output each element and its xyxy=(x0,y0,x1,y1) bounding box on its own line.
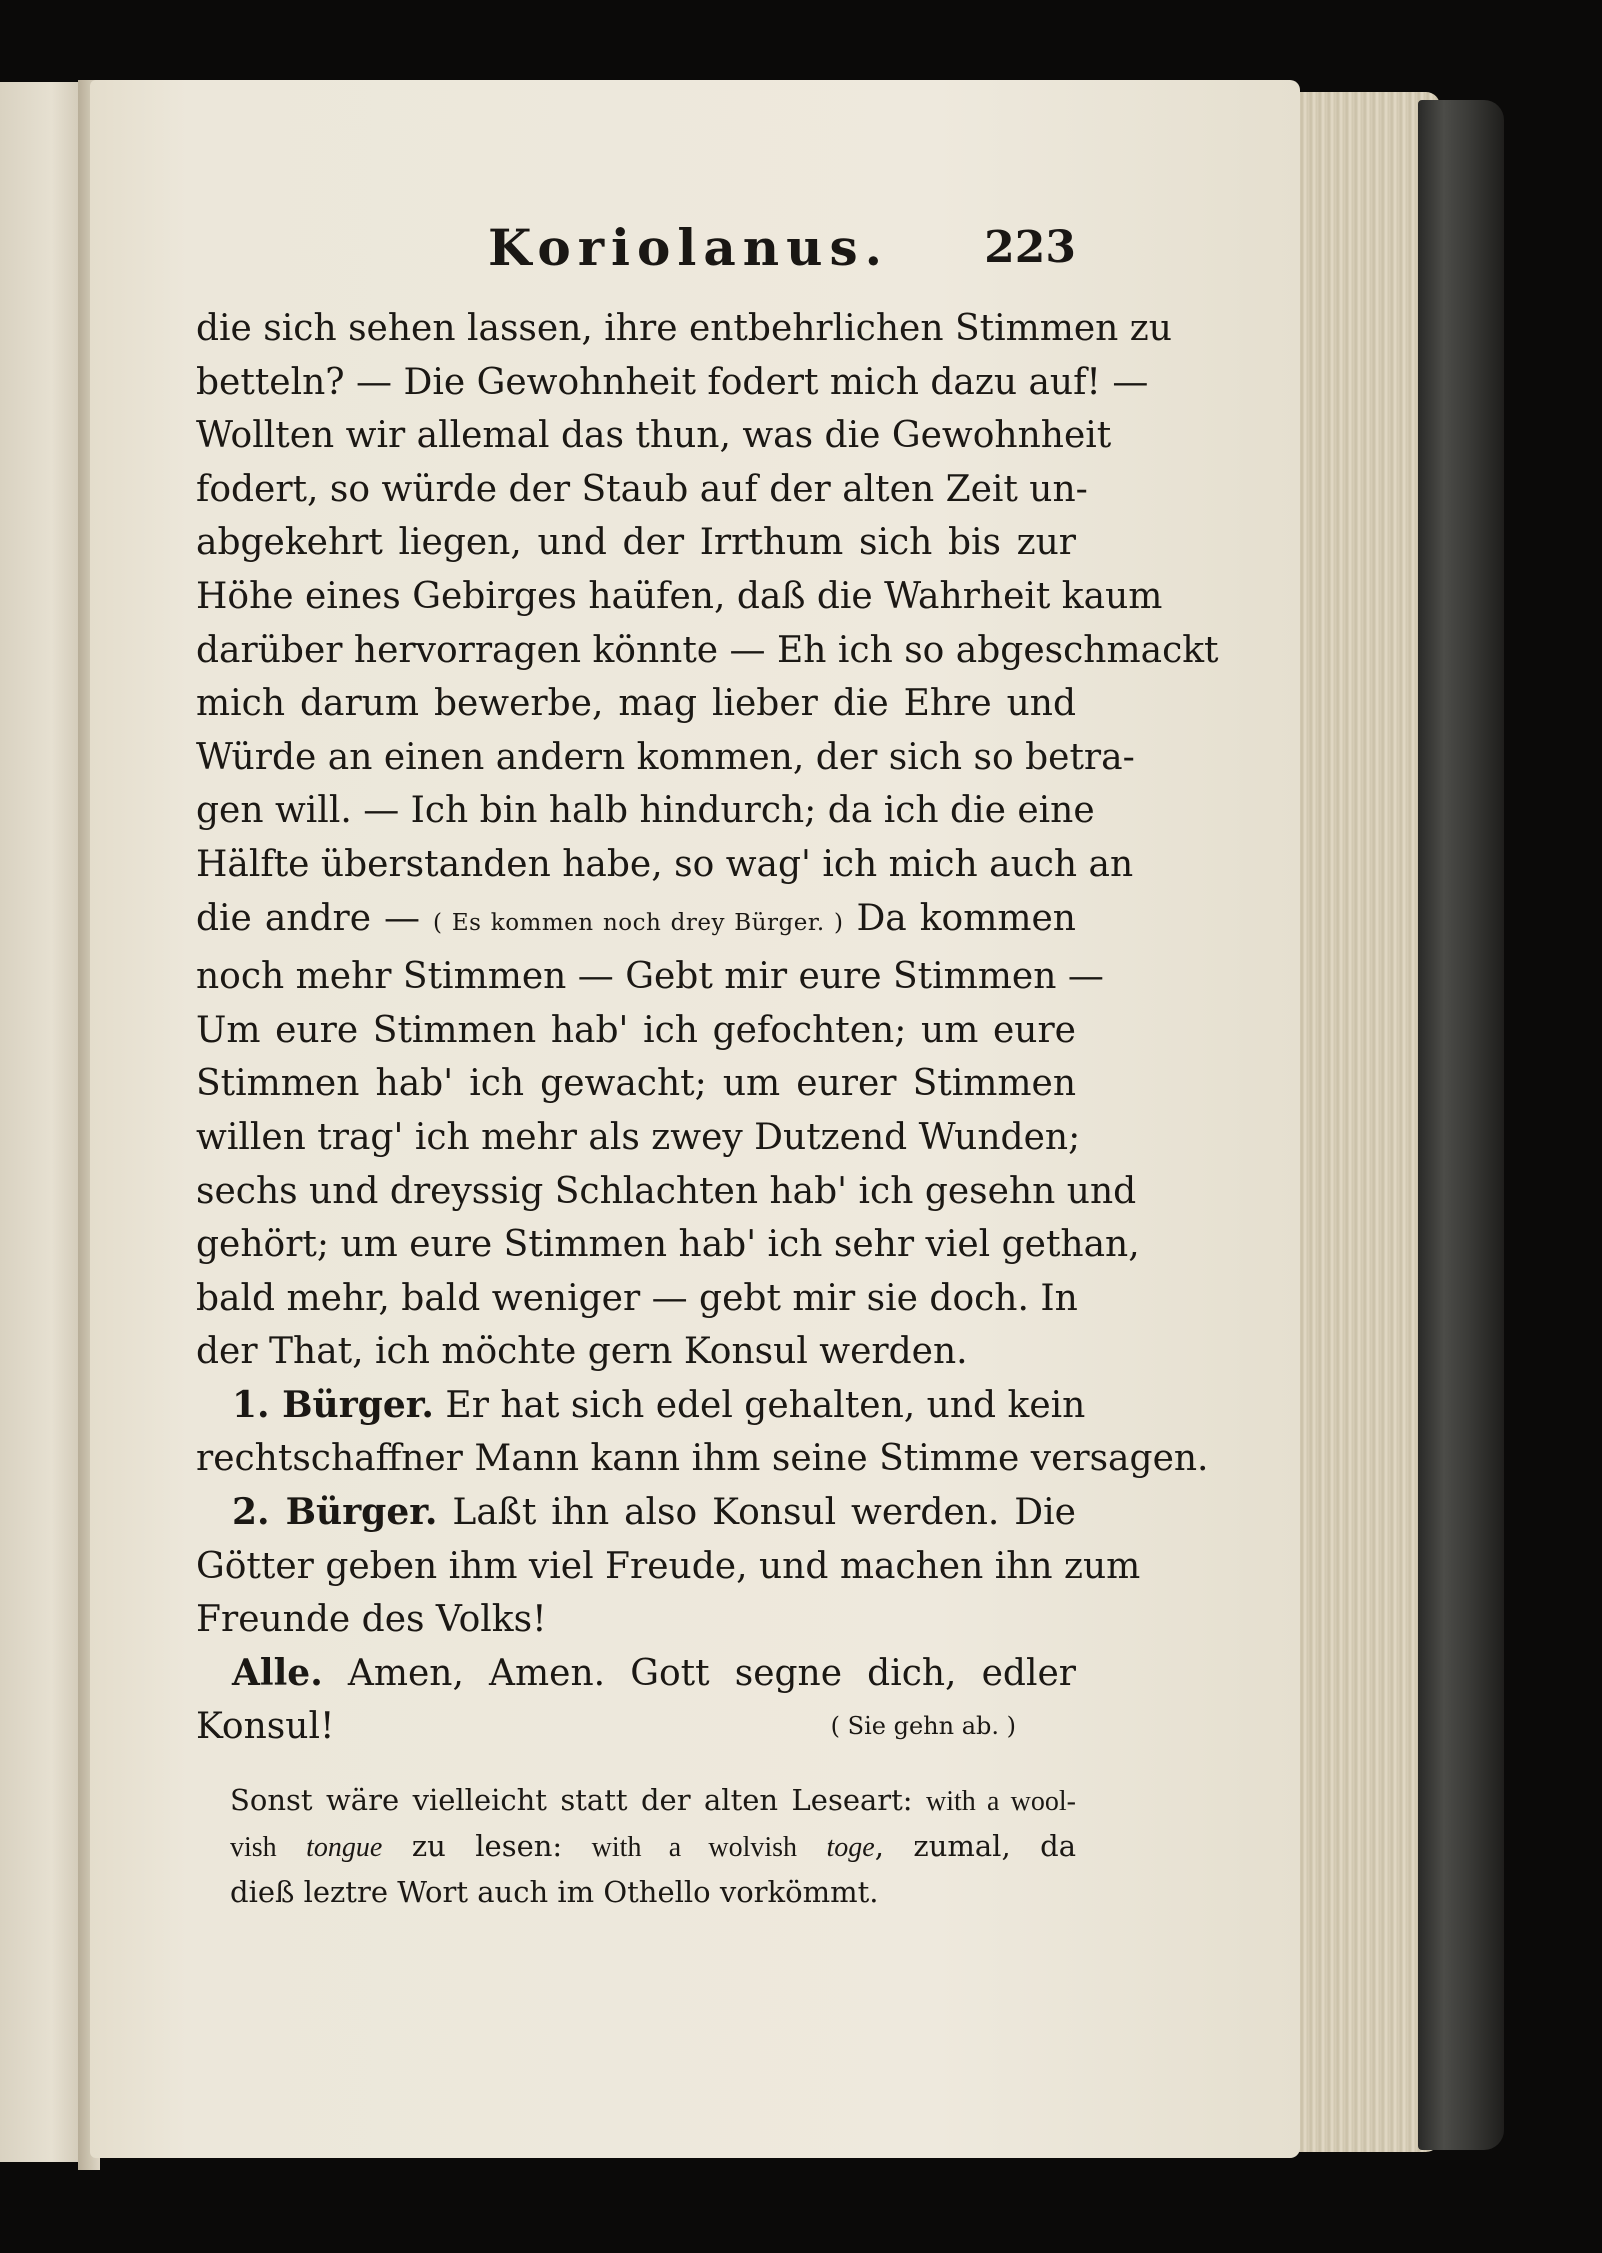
footnote-latin: with a wolvish xyxy=(591,1832,798,1863)
book-cover xyxy=(1418,100,1504,2150)
text-line: Um eure Stimmen hab' ich gefochten; um eure xyxy=(196,1009,1076,1051)
speaker-name: 1. Bürger. xyxy=(232,1383,434,1426)
text-line: Stimmen hab' ich gewacht; um eurer Stimmen xyxy=(196,1063,1076,1105)
speaker-name: Alle. xyxy=(232,1651,323,1694)
speech-line xyxy=(196,1486,1076,1540)
footnote-latin: vish xyxy=(230,1832,277,1863)
text-line: abgekehrt liegen, und der Irrthum sich bis zur xyxy=(196,522,1076,564)
footnote-line: dieß leztre Wort auch im Othello vorkömmt. xyxy=(230,1875,879,1909)
speech-line: Freunde des Volks! xyxy=(196,1599,547,1641)
text-fragment: Da kommen xyxy=(856,897,1076,939)
text-line: Hälfte überstanden habe, so wag' ich mich auch an xyxy=(196,843,1134,885)
text-line: fodert, so würde der Staub auf der alten Zeit un- xyxy=(196,468,1088,510)
footnote-text: Sonst wäre vielleicht statt der alten Leseart: xyxy=(230,1783,913,1817)
text-line: betteln? — Die Gewohnheit fodert mich dazu auf! — xyxy=(196,361,1149,403)
main-text xyxy=(196,302,1219,1754)
speech-text: Amen, Amen. Gott segne dich, edler xyxy=(347,1652,1076,1694)
speech-text: Laßt ihn also Konsul werden. Die xyxy=(452,1492,1076,1534)
page-number: 223 xyxy=(984,222,1076,273)
text-line-with-direction xyxy=(196,892,1076,951)
footnote xyxy=(230,1778,1076,1915)
text-line: der That, ich möchte gern Konsul werden. xyxy=(196,1331,968,1373)
footnote-italic: toge xyxy=(826,1832,875,1863)
footnote-latin: with a wool- xyxy=(926,1786,1077,1817)
footnote-text: , zumal, da xyxy=(874,1829,1076,1863)
footnote-line xyxy=(230,1778,1076,1824)
footnote-line xyxy=(230,1824,1076,1870)
text-line: bald mehr, bald weniger — gebt mir sie doch. In xyxy=(196,1277,1078,1319)
text-line: mich darum bewerbe, mag lieber die Ehre und xyxy=(196,683,1076,725)
text-line: noch mehr Stimmen — Gebt mir eure Stimmen — xyxy=(196,956,1104,998)
stage-direction: ( Sie gehn ab. ) xyxy=(830,1712,1016,1741)
text-line: gen will. — Ich bin halb hindurch; da ich die eine xyxy=(196,790,1095,832)
text-line: Würde an einen andern kommen, der sich so betra- xyxy=(196,736,1135,778)
footnote-text: zu lesen: xyxy=(411,1829,563,1863)
speech-line xyxy=(196,1647,1076,1701)
speech-line xyxy=(196,1379,1086,1433)
stage-direction: ( Es kommen noch drey Bürger. ) xyxy=(433,909,844,936)
text-fragment: die andre — xyxy=(196,897,421,939)
text-line: Wollten wir allemal das thun, was die Gewohnheit xyxy=(196,415,1112,457)
text-line: gehört; um eure Stimmen hab' ich sehr viel gethan, xyxy=(196,1224,1140,1266)
text-line: willen trag' ich mehr als zwey Dutzend Wunden; xyxy=(196,1116,1081,1158)
speech-line: Götter geben ihm viel Freude, und machen ihn zum xyxy=(196,1545,1141,1587)
footnote-italic: tongue xyxy=(306,1832,383,1863)
speech-text: Er hat sich edel gehalten, und kein xyxy=(445,1384,1086,1426)
speaker-name: 2. Bürger. xyxy=(232,1491,438,1534)
text-line: darüber hervorragen könnte — Eh ich so abgeschmackt xyxy=(196,629,1219,671)
page-header xyxy=(196,218,1086,278)
speech-line: rechtschaffner Mann kann ihm seine Stimme versagen. xyxy=(196,1438,1209,1480)
text-line: die sich sehen lassen, ihre entbehrlichen Stimmen zu xyxy=(196,308,1172,349)
speech-line xyxy=(196,1700,1076,1754)
facing-page-edge xyxy=(0,82,86,2162)
running-title: Koriolanus. xyxy=(488,218,890,277)
text-line: Höhe eines Gebirges haüfen, daß die Wahrheit kaum xyxy=(196,575,1163,617)
text-line: sechs und dreyssig Schlachten hab' ich gesehn und xyxy=(196,1170,1137,1212)
speech-text: Konsul! xyxy=(196,1706,335,1748)
